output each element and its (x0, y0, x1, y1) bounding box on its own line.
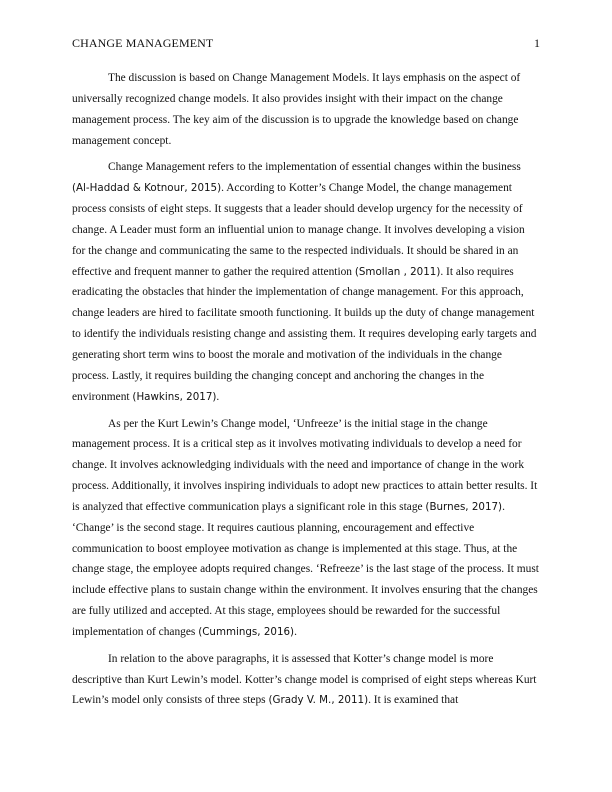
header-title: CHANGE MANAGEMENT (72, 36, 214, 50)
citation: (Hawkins, 2017) (132, 390, 217, 403)
document-body (72, 68, 540, 717)
text-run: . It also requires eradicating the obstacles that hinder the implementation of change management. For this approach, change leaders are hired to facilitate smooth functioning. It builds up the duty of change management to identify the individuals resisting change and assisting them. It requires developing early targets and generating short term wins to boost the morale and motivation of the individuals in the change process. Lastly, it requires building the changing concept and anchoring the changes in the environment (72, 265, 537, 403)
page-number: 1 (534, 36, 540, 50)
citation: (Cummings, 2016) (198, 625, 295, 638)
text-run: The discussion is based on Change Management Models. It lays emphasis on the aspect of universally recognized change models. It also provides insight with their impact on the change management process. The key aim of the discussion is to upgrade the knowledge based on change management concept. (72, 72, 521, 147)
citation: (Al-Haddad & Kotnour, 2015) (72, 182, 222, 195)
text-run: . It is examined that (368, 694, 459, 707)
text-run: . (294, 625, 297, 638)
citation: (Grady V. M., 2011) (268, 694, 369, 707)
text-run: In relation to the above paragraphs, it is assessed that Kotter’s change model is more descriptive than Kurt Lewin’s model. Kotter’s change model is comprised of eight steps whereas Kurt Lewin’s model only consists of three steps (72, 652, 537, 707)
text-run: . According to Kotter’s Change Model, the change management process consists of eight steps. It suggests that a leader should develop urgency for the necessity of change. A Leader must form an influential union to manage change. It involves developing a vision for the change and communicating the same to the respected individuals. It should be shared in an effective and frequent manner to gather the required attention (72, 182, 525, 278)
text-run: . (216, 390, 220, 403)
paragraph (72, 414, 540, 643)
text-run: As per the Kurt Lewin’s Change model, ‘Unfreeze’ is the initial stage in the change management process. It is a critical step as it involves motivating individuals to develop a need for change. It involves acknowledging individuals with the need and importance of change in the work process. Additionally, it involves inspiring individuals to adopt new practices to attain better results. It is analyzed that effective communication plays a significant role in this stage (72, 417, 538, 513)
running-header (72, 36, 540, 52)
citation: (Smollan , 2011) (354, 265, 441, 278)
citation: (Burnes, 2017) (425, 500, 503, 513)
text-run: Change Management refers to the implementation of essential changes within the business (108, 161, 521, 174)
paragraph (72, 649, 540, 712)
paragraph (72, 68, 540, 151)
text-run: . ‘Change’ is the second stage. It requires cautious planning, encouragement and effective communication to boost employee motivation as change is implemented at this stage. Thus, at the change stage, the employee adopts required changes. ‘Refreeze’ is the last stage of the process. It must include effective plans to sustain change within the environment. It involves ensuring that the changes are fully utilized and accepted. At this stage, employees should be rewarded for the successful implementation of changes (72, 500, 539, 638)
paragraph (72, 157, 540, 407)
